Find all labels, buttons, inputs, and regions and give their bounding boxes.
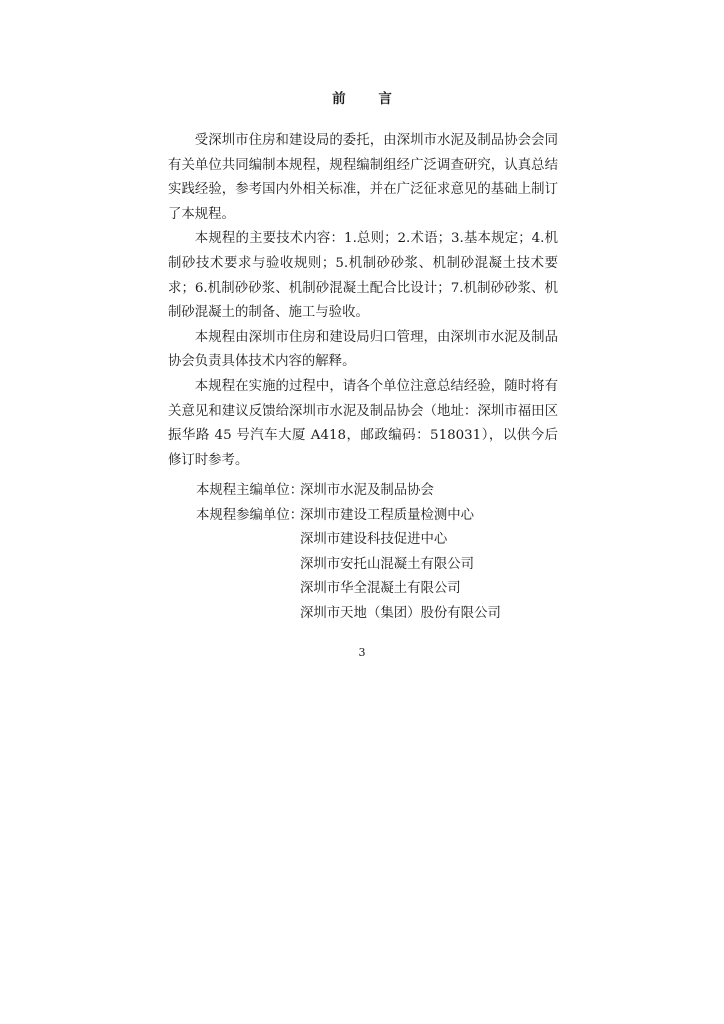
preface-body (168, 129, 558, 473)
participating-unit-label: 本规程参编单位： (196, 507, 304, 523)
participating-unit-row (196, 528, 501, 553)
paragraph-management: 本规程由深圳市住房和建设局归口管理，由深圳市水泥及制品协会负责具体技术内容的解释。 (168, 329, 558, 370)
editing-units (196, 479, 501, 627)
page-number: 3 (358, 646, 366, 659)
participating-unit-name: 深圳市建设工程质量检测中心 (300, 507, 475, 523)
participating-unit-row (196, 504, 501, 529)
paragraph-technical-content: 本规程的主要技术内容：1.总则；2.术语；3.基本规定；4.机制砂技术要求与验收规则；5.机制砂砂浆、机制砂混凝土技术要求；6.机制砂砂浆、机制砂混凝土配合比设计；7.机制砂砂浆、机制砂混凝土的制备、施工与验收。 (168, 231, 558, 321)
chief-unit-row (196, 479, 501, 504)
participating-unit-row (196, 577, 501, 602)
participating-unit-row (196, 602, 501, 627)
chief-unit-label: 本规程主编单位： (196, 483, 304, 498)
participating-unit-name: 深圳市华全混凝土有限公司 (300, 581, 461, 597)
participating-unit-name: 深圳市建设科技促进中心 (300, 532, 448, 548)
participating-unit-name: 深圳市天地（集团）股份有限公司 (300, 605, 501, 621)
participating-unit-row (196, 553, 501, 578)
page-title: 前 言 (332, 91, 406, 107)
paragraph-feedback: 本规程在实施的过程中，请各个单位注意总结经验，随时将有关意见和建议反馈给深圳市水泥及制品协会（地址：深圳市福田区振华路 45 号汽车大厦 A418，邮政编码：518031），以供今后修订时参考。 (168, 378, 558, 468)
chief-unit-name: 深圳市水泥及制品协会 (300, 483, 434, 498)
participating-unit-name: 深圳市安托山混凝土有限公司 (300, 556, 475, 572)
paragraph-commission: 受深圳市住房和建设局的委托，由深圳市水泥及制品协会会同有关单位共同编制本规程，规程编制组经广泛调查研究，认真总结实践经验，参考国内外相关标准，并在广泛征求意见的基础上制订了本规程。 (168, 133, 558, 222)
